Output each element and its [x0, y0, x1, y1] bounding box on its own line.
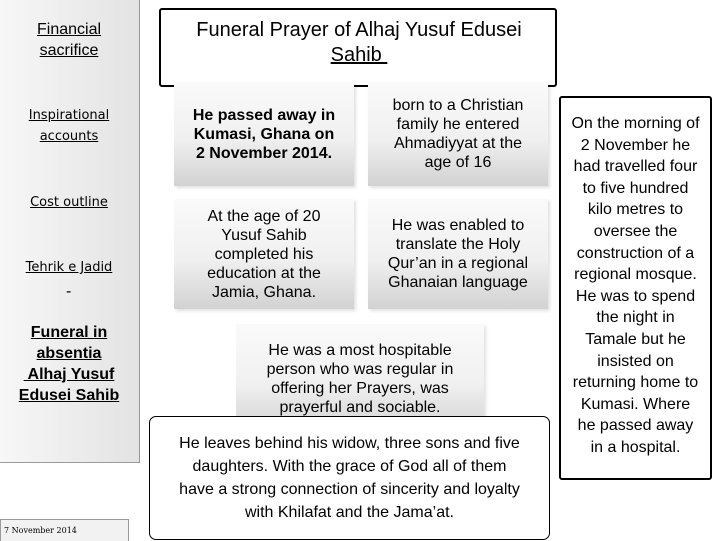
nav-link-label-line: absentia	[36, 345, 102, 362]
date-footer	[0, 519, 129, 541]
nav-link-label-line: Financial	[36, 21, 102, 38]
fact-card-line: completed his	[214, 245, 314, 263]
side-note-line: to five hundred	[582, 179, 689, 197]
side-note-text	[559, 113, 712, 459]
fact-card-line: age of 16	[424, 154, 492, 171]
fact-card-line: He was enabled to	[391, 217, 525, 234]
side-note-line: insisted on	[597, 352, 674, 370]
nav-link-label-line: Inspirational	[28, 108, 110, 123]
page-title-line: Sahib	[330, 44, 388, 66]
nav-link-inspirational-accounts[interactable]	[2, 105, 136, 147]
nav-link-funeral-in-absentia[interactable]	[2, 322, 136, 406]
side-note-line: oversee the	[593, 222, 678, 240]
fact-card-passed-away	[174, 82, 354, 186]
side-note-line: 2 November he	[580, 136, 691, 154]
family-caption-line: with Khilafat and the Jama’at.	[244, 504, 454, 521]
fact-card-line: Ghanaian language	[388, 274, 528, 291]
nav-link-tehrik-e-jadid[interactable]	[2, 257, 136, 278]
fact-card-line: He passed away in	[192, 106, 336, 124]
side-note-line: had travelled four	[573, 158, 698, 176]
nav-link-label-line: Funeral in	[30, 324, 108, 341]
fact-card-line: Yusuf Sahib	[221, 226, 307, 244]
fact-card-line: prayerful and sociable.	[279, 399, 441, 416]
side-note-line: he passed away	[577, 417, 694, 435]
nav-link-cost-outline[interactable]	[2, 192, 136, 213]
date-label: 7 November 2014	[4, 526, 77, 535]
fact-card-line: 2 November 2014.	[195, 144, 333, 162]
family-caption-line: daughters. With the grace of God all of them	[192, 458, 507, 475]
page-title-line: Funeral Prayer of Alhaj Yusuf Edusei	[196, 19, 522, 41]
side-note-line: construction of a	[576, 244, 695, 262]
page-title	[170, 18, 548, 68]
fact-card-line: person who was regular in	[266, 361, 454, 378]
fact-card-born-christian	[368, 82, 548, 186]
fact-card-line: Jamia, Ghana.	[211, 283, 317, 301]
side-note-line: in a hospital.	[590, 438, 681, 456]
fact-card-line: family he entered	[396, 116, 520, 133]
side-note-line: the night in	[596, 309, 675, 327]
fact-card-line: Ahmadiyyat at the	[393, 135, 523, 152]
fact-card-education	[174, 199, 354, 309]
fact-card-line: translate the Holy	[395, 236, 521, 253]
side-note-line: returning home to	[572, 374, 699, 392]
side-note-line: He was to spend	[575, 287, 696, 305]
nav-link-label-line: accounts	[39, 129, 99, 144]
side-note-line: Kumasi. Where	[580, 395, 691, 413]
fact-card-translation	[368, 199, 548, 309]
side-note-line: kilo metres to	[587, 201, 684, 219]
fact-card-line: offering her Prayers, was	[271, 380, 449, 397]
fact-card-line: born to a Christian	[392, 97, 524, 114]
family-caption-line: He leaves behind his widow, three sons and five	[179, 435, 520, 452]
fact-card-line: Kumasi, Ghana on	[193, 125, 335, 143]
fact-card-line: At the age of 20	[207, 207, 321, 225]
nav-link-label-line: Cost outline	[30, 195, 108, 210]
side-note-line: regional mosque.	[574, 266, 697, 284]
fact-card-line: He was a most hospitable	[268, 342, 452, 359]
side-note-line: On the morning of	[571, 115, 700, 132]
nav-separator: -	[66, 283, 72, 300]
nav-link-label-line: Edusei Sahib	[18, 387, 120, 404]
nav-link-label-line: sacrifice	[39, 42, 99, 59]
family-caption-line: have a strong connection of sincerity and loyalty	[179, 481, 520, 498]
nav-link-label-line: Tehrik e Jadid	[25, 260, 113, 275]
nav-link-financial-sacrifice[interactable]	[2, 19, 136, 61]
side-note-line: Tamale but he	[585, 330, 686, 348]
fact-card-line: education at the	[207, 264, 321, 282]
nav-link-label-line: Alhaj Yusuf	[23, 366, 115, 383]
family-caption-box	[149, 416, 550, 540]
fact-card-line: Qur’an in a regional	[387, 255, 529, 272]
